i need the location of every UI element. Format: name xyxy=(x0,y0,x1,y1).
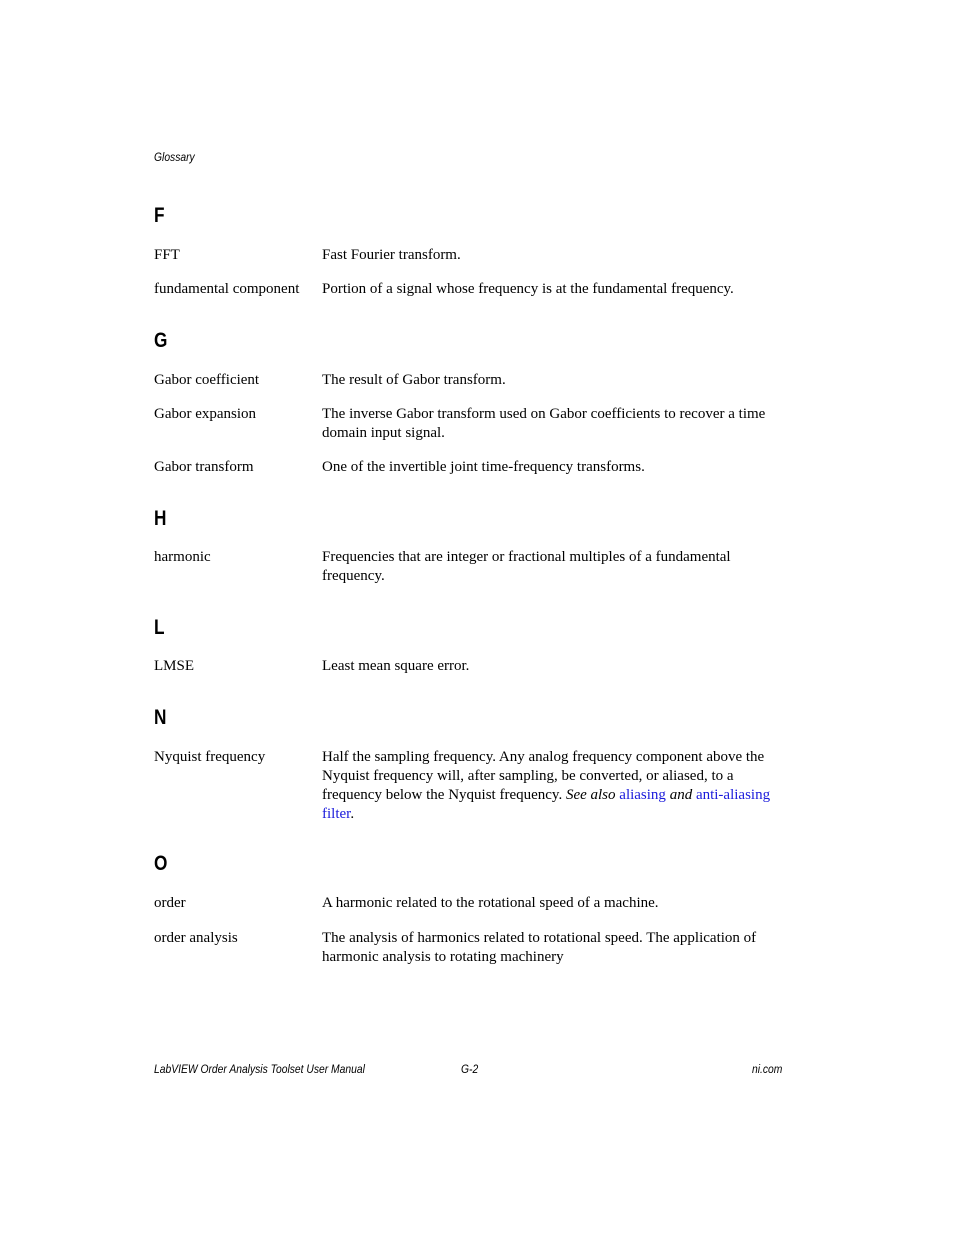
glossary-term: Gabor transform xyxy=(154,459,254,475)
and-label: and xyxy=(669,787,693,803)
section-n xyxy=(154,706,786,730)
section-h xyxy=(154,507,786,531)
trailing-period: . xyxy=(350,806,355,822)
glossary-term: Gabor expansion xyxy=(154,406,257,422)
glossary-definition: The analysis of harmonics related to rotational speed. The application of harmonic analysis to rotating machinery xyxy=(322,930,757,965)
glossary-term: LMSE xyxy=(154,658,195,674)
section-letter: N xyxy=(154,706,167,729)
aliasing-link[interactable]: aliasing xyxy=(619,787,666,803)
glossary-definition: The inverse Gabor transform used on Gabor coefficients to recover a time domain input signal. xyxy=(322,406,766,441)
section-letter: G xyxy=(154,329,168,352)
glossary-term: Nyquist frequency xyxy=(154,749,266,765)
footer-manual-title: LabVIEW Order Analysis Toolset User Manual xyxy=(154,1062,365,1076)
definition-text: Half the sampling frequency. Any analog frequency component above the Nyquist frequency will, after sampling, be converted, or aliased, to a frequency below the Nyquist frequency. xyxy=(322,749,765,803)
footer-website: ni.com xyxy=(752,1062,783,1076)
section-letter: L xyxy=(154,616,165,639)
glossary-definition: A harmonic related to the rotational speed of a machine. xyxy=(322,895,659,911)
glossary-definition: The result of Gabor transform. xyxy=(322,372,506,388)
glossary-term: order analysis xyxy=(154,930,238,946)
section-letter: O xyxy=(154,852,168,875)
glossary-term: order xyxy=(154,895,186,911)
glossary-term: Gabor coefficient xyxy=(154,372,260,388)
section-letter: H xyxy=(154,507,167,530)
anti-aliasing-filter-link[interactable]: anti-aliasing filter xyxy=(322,787,771,822)
section-f xyxy=(154,204,786,228)
section-l xyxy=(154,616,786,640)
glossary-term: FFT xyxy=(154,247,180,263)
section-g xyxy=(154,329,786,353)
glossary-definition: Fast Fourier transform. xyxy=(322,247,461,263)
glossary-definition xyxy=(322,748,788,824)
glossary-definition: Portion of a signal whose frequency is at the fundamental frequency. xyxy=(322,281,734,297)
glossary-term: fundamental component xyxy=(154,281,300,297)
section-letter: F xyxy=(154,204,165,227)
glossary-definition: One of the invertible joint time-frequency transforms. xyxy=(322,459,645,475)
running-header: Glossary xyxy=(154,150,195,164)
glossary-definition: Frequencies that are integer or fractional multiples of a fundamental frequency. xyxy=(322,549,731,584)
glossary-term: harmonic xyxy=(154,549,211,565)
glossary-definition: Least mean square error. xyxy=(322,658,470,674)
footer-page-number: G-2 xyxy=(461,1062,479,1076)
section-o xyxy=(154,852,786,876)
see-also-label: See also xyxy=(565,787,616,803)
